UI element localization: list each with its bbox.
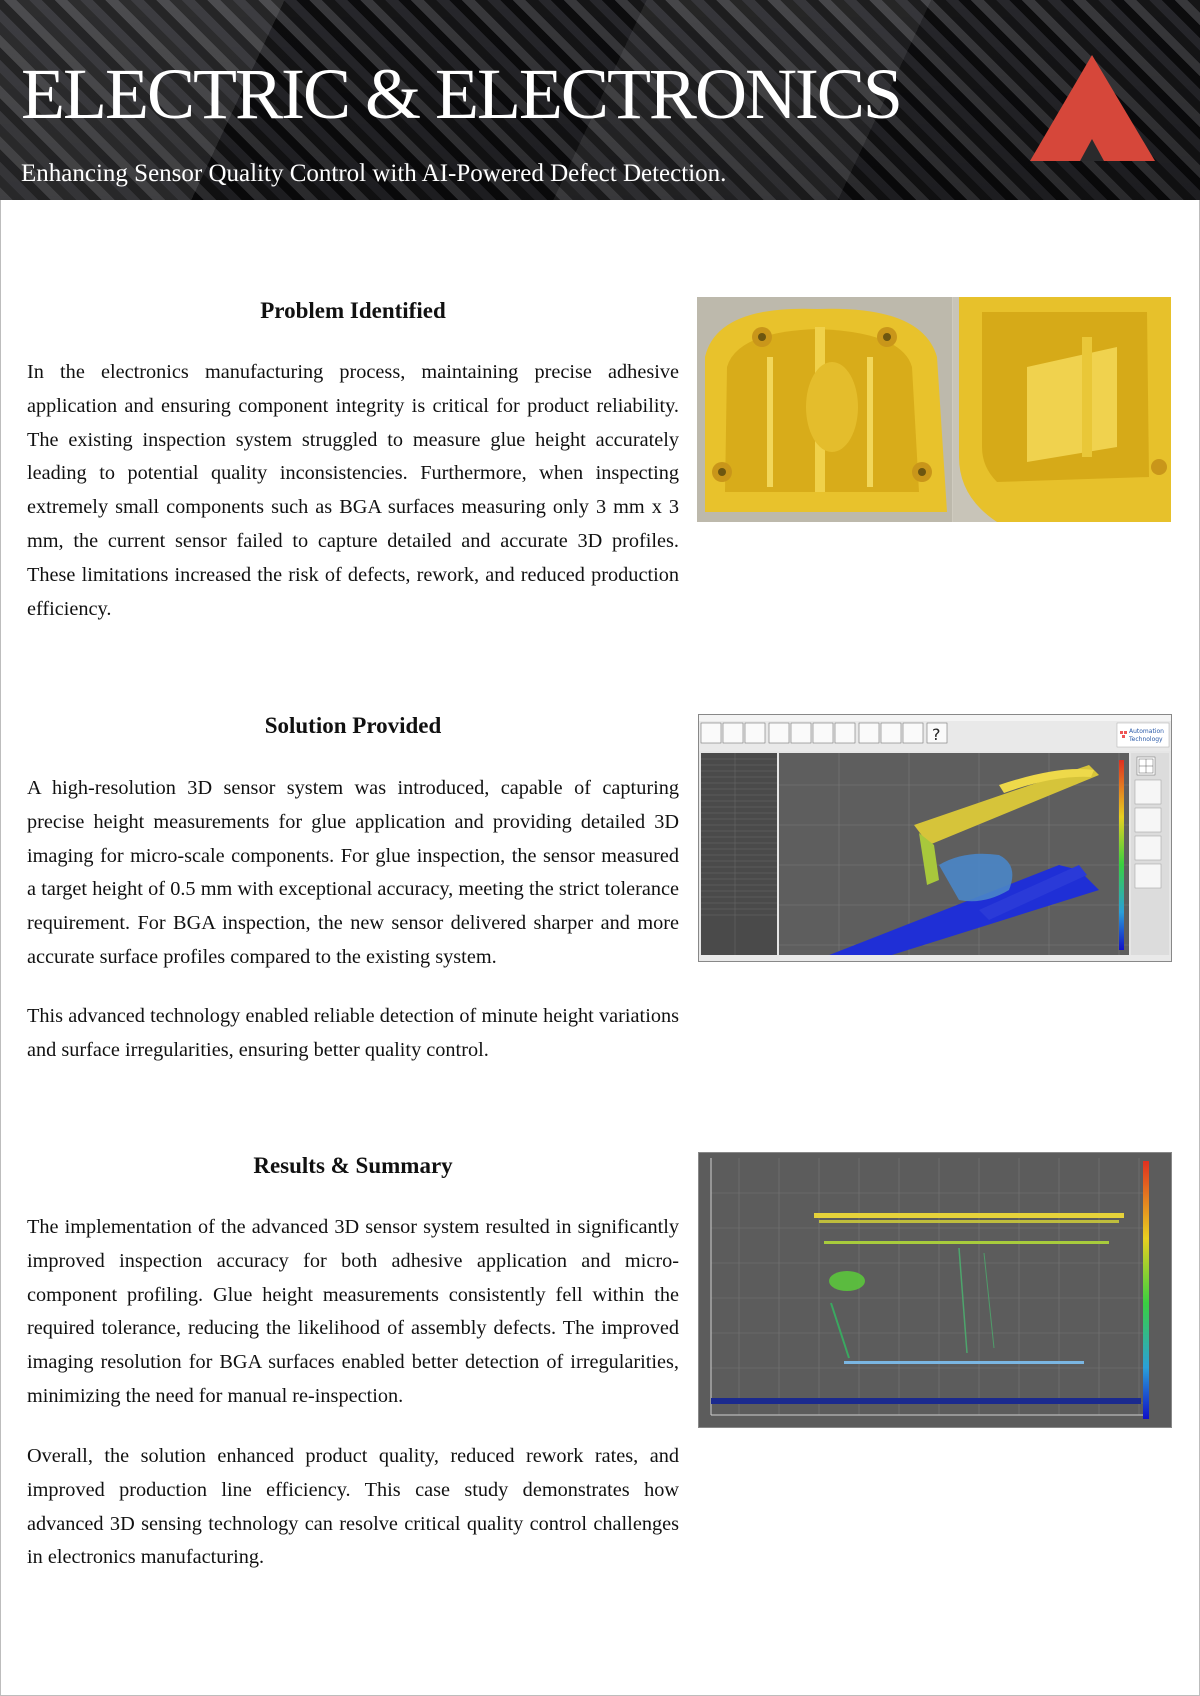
plastic-housing-photo — [697, 297, 1171, 522]
brand-logo — [1030, 55, 1155, 161]
results-paragraph-2: Overall, the solution enhanced product quality, reduced rework rates, and improved production line efficiency. This case study demonstrates how advanced 3D sensing technology can resolve critical quality control challenges in electronics manufacturing. — [27, 1445, 679, 1569]
section-heading-results: Results & Summary — [253, 1153, 453, 1178]
solution-paragraph-2: This advanced technology enabled reliable detection of minute height variations and surface irregularities, ensuring better quality control. — [27, 1005, 679, 1061]
svg-text:Automation: Automation — [1129, 728, 1164, 735]
section-heading-problem: Problem Identified — [260, 298, 446, 323]
page-title: ELECTRIC & ELECTRONICS — [21, 54, 901, 134]
section-heading-solution: Solution Provided — [264, 713, 442, 738]
problem-paragraph: In the electronics manufacturing process, maintaining precise adhesive application and ensuring component integrity is critical for product reliability. The existing inspection system struggled to measure glue height accurately leading to potential quality inconsistencies. Furthermore, when inspecting extremely small components such as BGA surfaces measuring only 3 mm x 3 mm, the current sensor failed to capture detailed and accurate 3D profiles. These limitations increased the risk of defects, rework, and reduced production efficiency. — [27, 361, 679, 620]
solution-paragraph-1: A high-resolution 3D sensor system was introduced, capable of capturing precise height measurements for glue application and providing detailed 3D imaging for micro-scale components. For glue inspection, the sensor measured a target height of 0.5 mm with exceptional accuracy, meeting the strict tolerance requirement. For BGA inspection, the new sensor delivered sharper and more accurate surface profiles compared to the existing system. — [27, 777, 679, 968]
svg-text:Technology: Technology — [1129, 736, 1163, 743]
3d-viewer-software-screenshot — [698, 714, 1172, 962]
header-banner — [0, 0, 1200, 200]
results-paragraph-1: The implementation of the advanced 3D sensor system resulted in significantly improved inspection accuracy for both adhesive application and micro-component profiling. Glue height measurements consistently fell within the required tolerance, reducing the likelihood of assembly defects. The improved imaging resolution for BGA surfaces enabled better detection of irregularities, minimizing the need for manual re-inspection. — [27, 1216, 679, 1407]
svg-text:?: ? — [932, 725, 941, 744]
3d-scan-profile-image — [698, 1152, 1172, 1428]
page-subtitle: Enhancing Sensor Quality Control with AI-Powered Defect Detection. — [21, 160, 727, 187]
